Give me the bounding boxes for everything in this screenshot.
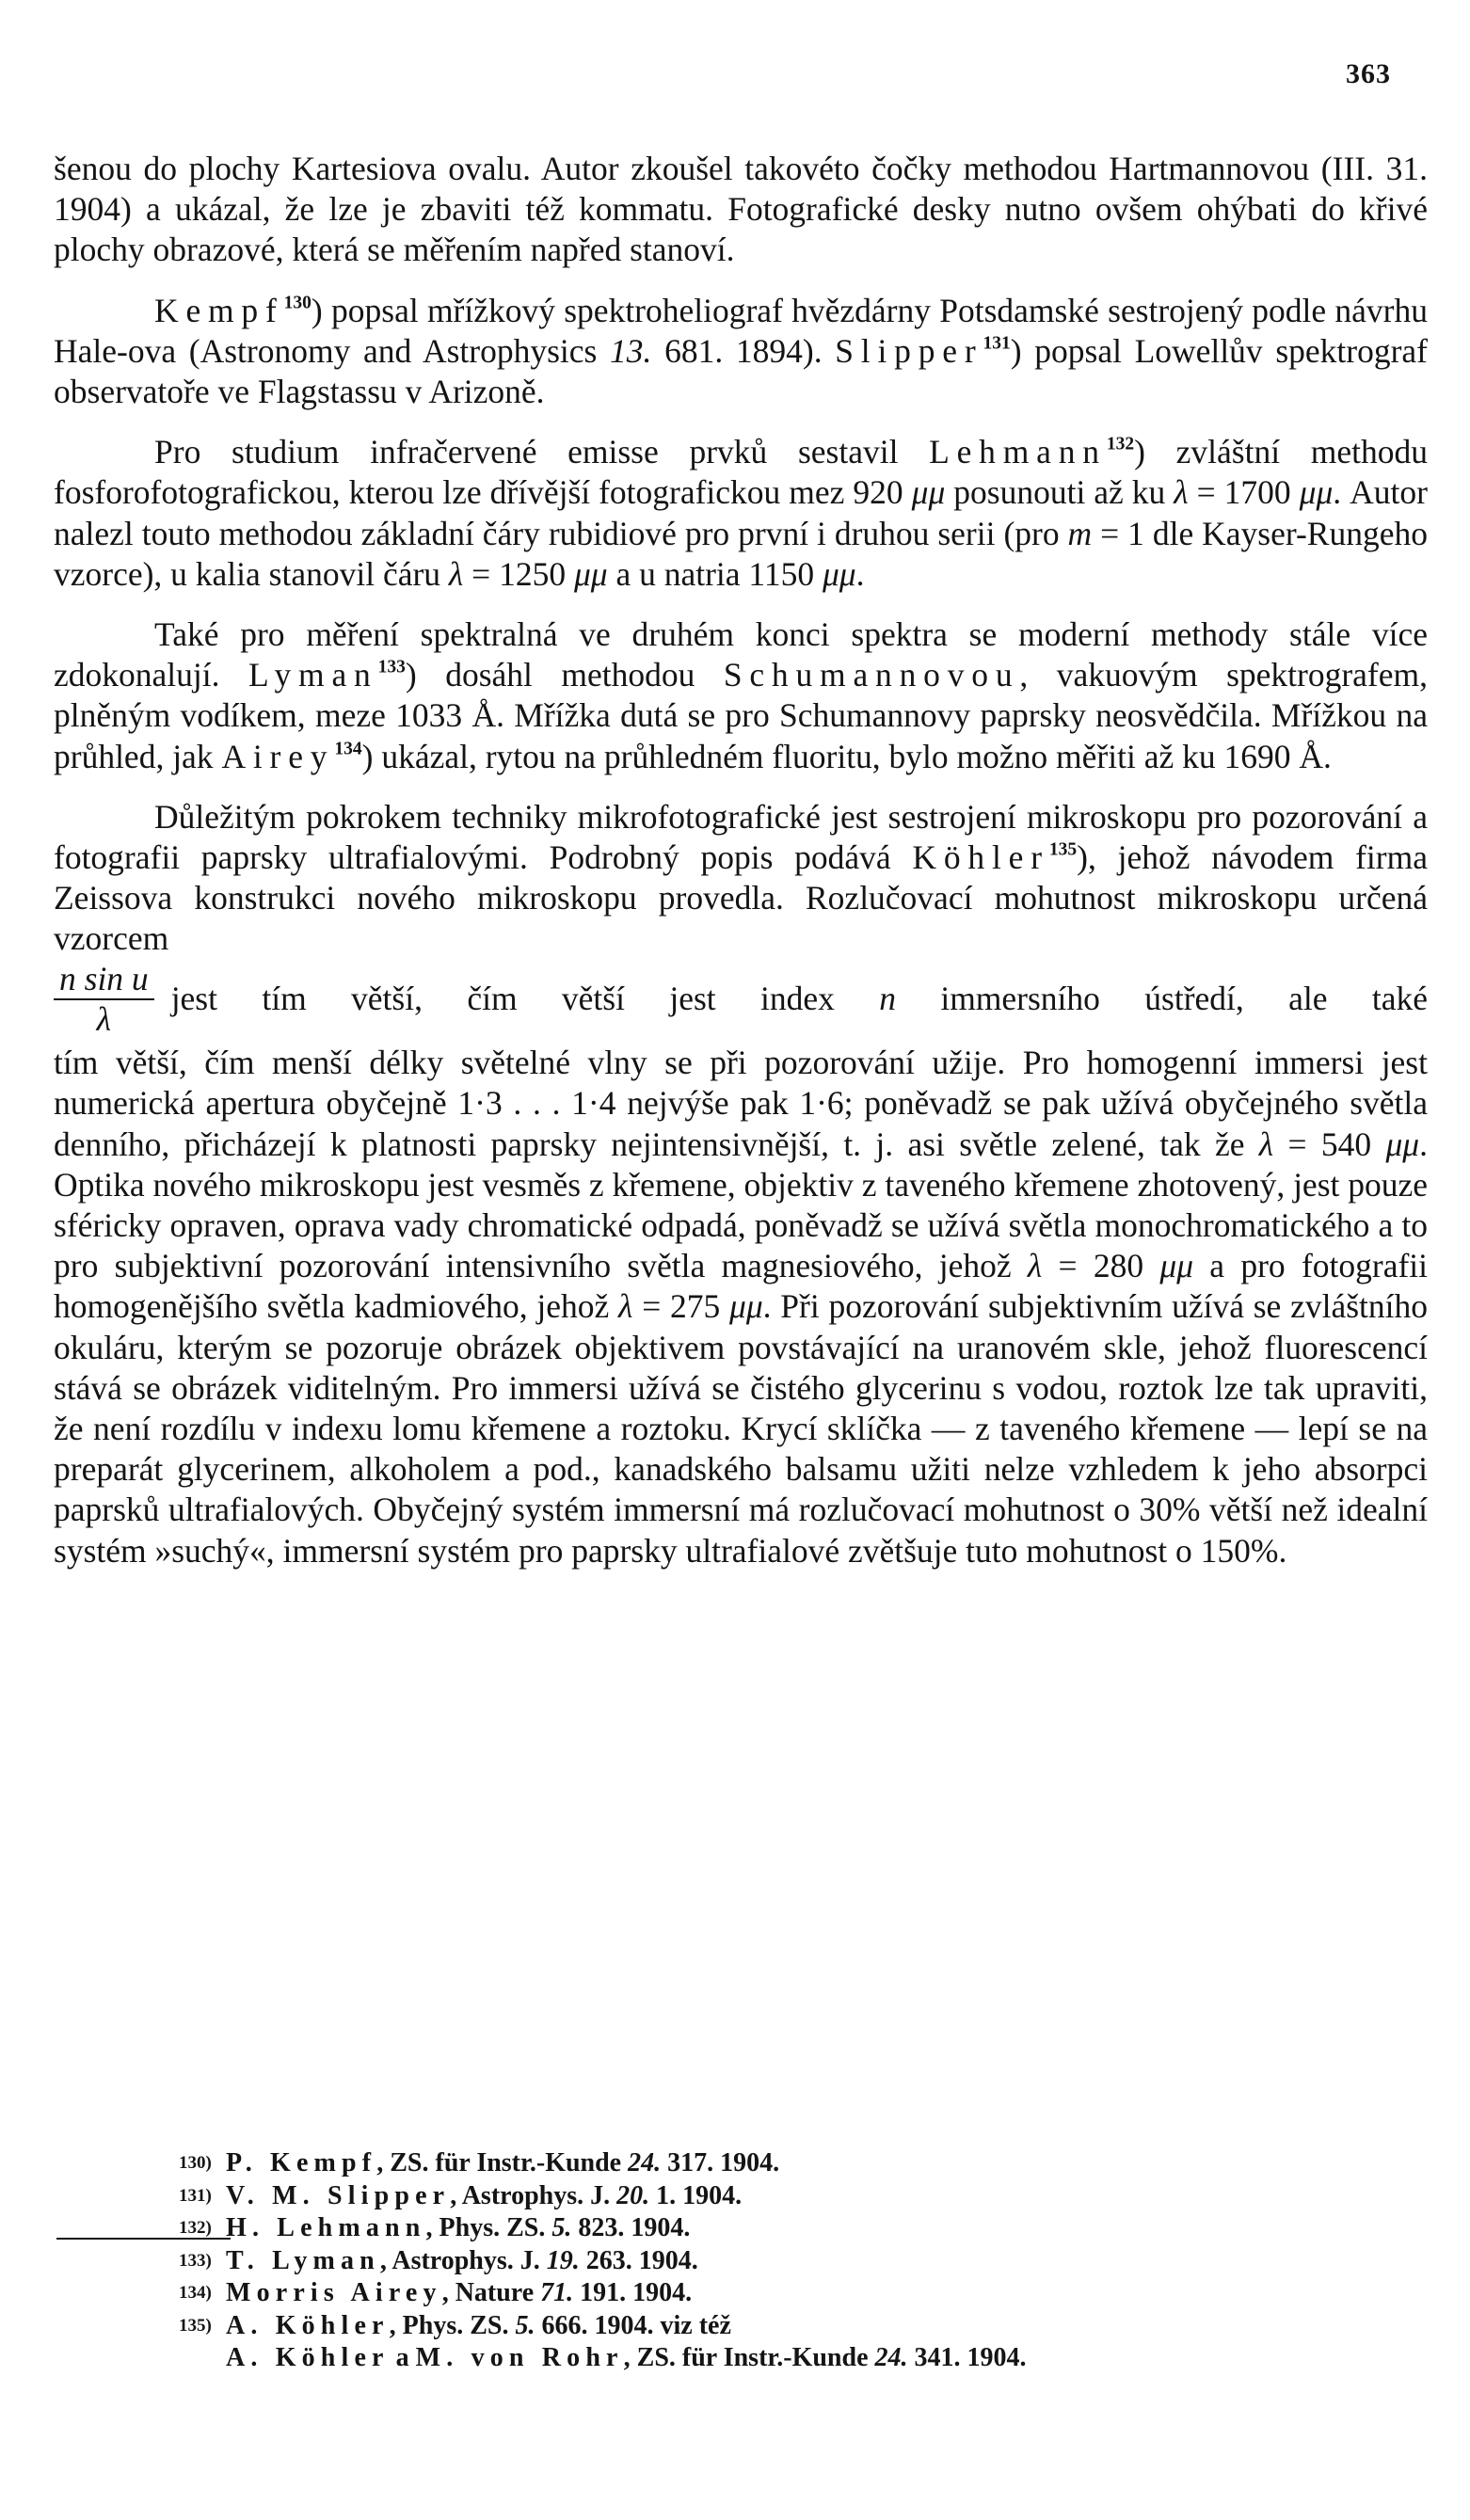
author-name: Kempf xyxy=(154,291,284,329)
footnote: 134) Morris Airey, Nature 71. 191. 1904. xyxy=(179,2277,1308,2310)
footnote-number: 132) xyxy=(179,2218,212,2238)
formula-line: $\frac{\text{n sin u}}{\lambda}$ jest tím větší, čím větší jest index n immersního ústředí, ale také xyxy=(54,962,1428,1038)
footnote: 130) P. Kempf, ZS. für Instr.-Kunde 24. 317. 1904. xyxy=(179,2147,1308,2180)
footnote-number: 130) xyxy=(179,2153,212,2173)
resolution-formula xyxy=(54,959,154,1038)
paragraph-2: Kempf$^{130}$) popsal mřížkový spektroheliograf hvězdárny Potsdamské sestrojený podle návrhu Hale-ova (Astronomy and Astrophysics 13. 681. 1894). Slipper$^{131}$) popsal Lowellův spektrograf observatoře ve Flagstassu v Arizoně. xyxy=(54,291,1428,411)
footnote-ref: 135 xyxy=(1048,839,1078,860)
footnote-number: 133) xyxy=(179,2250,212,2271)
footnote-number: 131) xyxy=(179,2185,212,2206)
footnote: 132) H. Lehmann, Phys. ZS. 5. 823. 1904. xyxy=(179,2212,1308,2245)
paragraph-5-continued: tím větší, čím menší délky světelné vlny se při pozorování užije. Pro homogenní immersi jest numerická apertura obyčejně 1·3 . . . 1·4 nejvýše pak 1·6; poněvadž se pak užívá obyčejného světla denního, přicházejí k platnosti paprsky nejintensivnější, t. j. asi světle zelené, tak že λ = 540 μμ. Optika nového mikroskopu jest vesměs z křemene, objektiv z taveného křemene zhotovený, jest pouze sféricky opraven, oprava vady chromatické odpadá, poněvadž se užívá světla monochromatického a to pro subjektivní pozorování intensivního světla magnesiového, jehož λ = 280 μμ a pro fotografii homogenějšího světla kadmiového, jehož λ = 275 μμ. Při pozorování subjektivním užívá se zvláštního okuláru, kterým se pozoruje obrázek objektivem povstávající na uranovém skle, jehož fluorescencí stává se obrázek viditelným. Pro immersi užívá se čistého glycerinu s vodou, roztok lze tak upraviti, že není rozdílu v indexu lomu křemene a roztoku. Krycí sklíčka — z taveného křemene — lepí se na preparát glycerinem, alkoholem a pod., kanadského balsamu užiti nelze vzhledem k jeho absorpci paprsků ultrafialových. Obyčejný systém immersní má rozlučovací mohutnost o 30% větší než idealní systém »suchý«, immersní systém pro paprsky ultrafialové zvětšuje tuto mohutnost o 150%. xyxy=(54,1044,1429,1570)
footnote-ref: 130 xyxy=(283,292,312,312)
footnote-continuation: A. Köhler a M. von Rohr, ZS. für Instr.-Kunde 24. 341. 1904. xyxy=(226,2343,1027,2372)
author-name: Slipper xyxy=(835,331,983,370)
paragraph-4: Také pro měření spektralná ve druhém konci spektra se moderní methody stále více zdokonalují. Lyman$^{133}$) dosáhl methodou Schumannovou, vakuovým spektrografem, plněným vodíkem, meze 1033 Å. Mřížka dutá se pro Schumannovy paprsky neosvědčila. Mřížkou na průhled, jak Airey$^{134}$) ukázal, rytou na průhledném fluoritu, bylo možno měřiti až ku 1690 Å. xyxy=(54,615,1428,775)
body-text xyxy=(54,149,1428,1591)
paragraph-1: šenou do plochy Kartesiova ovalu. Autor zkoušel takovéto čočky methodou Hartmannovou (III. 31. 1904) a ukázal, že lze je zbaviti též kommatu. Fotografické desky nutno ovšem ohýbati do křivé plochy obrazové, která se měřením napřed stanoví. xyxy=(54,150,1428,269)
footnote: 133) T. Lyman, Astrophys. J. 19. 263. 1904. xyxy=(179,2245,1308,2278)
paragraph-3: Pro studium infračervené emisse prvků sestavil Lehmann$^{132}$) zvláštní methodu fosforofotografickou, kterou lze dřívější fotografickou mez 920 μμ posunouti až ku λ = 1700 μμ. Autor nalezl touto methodou základní čáry rubidiové pro první i druhou serii (pro m = 1 dle Kayser-Rungeho vzorce), u kalia stanovil čáru λ = 1250 μμ a u natria 1150 μμ. xyxy=(54,433,1428,593)
footnote-number: 135) xyxy=(179,2315,212,2336)
author-name: Köhler xyxy=(912,838,1049,877)
footnote: 135) A. Köhler, Phys. ZS. 5. 666. 1904. viz též xyxy=(179,2310,1308,2343)
footnote: 131) V. M. Slipper, Astrophys. J. 20. 1. 1904. xyxy=(179,2180,1308,2213)
author-name: Lehmann xyxy=(929,433,1107,471)
footnotes xyxy=(179,2147,1308,2375)
formula-denominator: λ xyxy=(96,999,112,1038)
page-number: 363 xyxy=(1346,58,1391,89)
author-name: Schumannovou xyxy=(723,656,1020,694)
footnote-ref: 132 xyxy=(1106,434,1135,455)
formula-numerator: n sin u xyxy=(54,962,154,1000)
footnote-ref: 134 xyxy=(334,739,362,758)
footnote-ref: 133 xyxy=(377,657,406,678)
author-name: Lyman xyxy=(248,656,378,694)
footnote-ref: 131 xyxy=(983,333,1011,354)
footnote-number: 134) xyxy=(179,2283,212,2303)
paragraph-5: Důležitým pokrokem techniky mikrofotografické jest sestrojení mikroskopu pro pozorování a fotografii paprsky ultrafialovými. Podrobný popis podává Köhler$^{135}$), jehož návodem firma Zeissova konstrukci nového mikroskopu provedla. Rozlučovací mohutnost mikroskopu určená vzorcem xyxy=(54,797,1428,958)
author-name: Airey xyxy=(221,737,335,775)
